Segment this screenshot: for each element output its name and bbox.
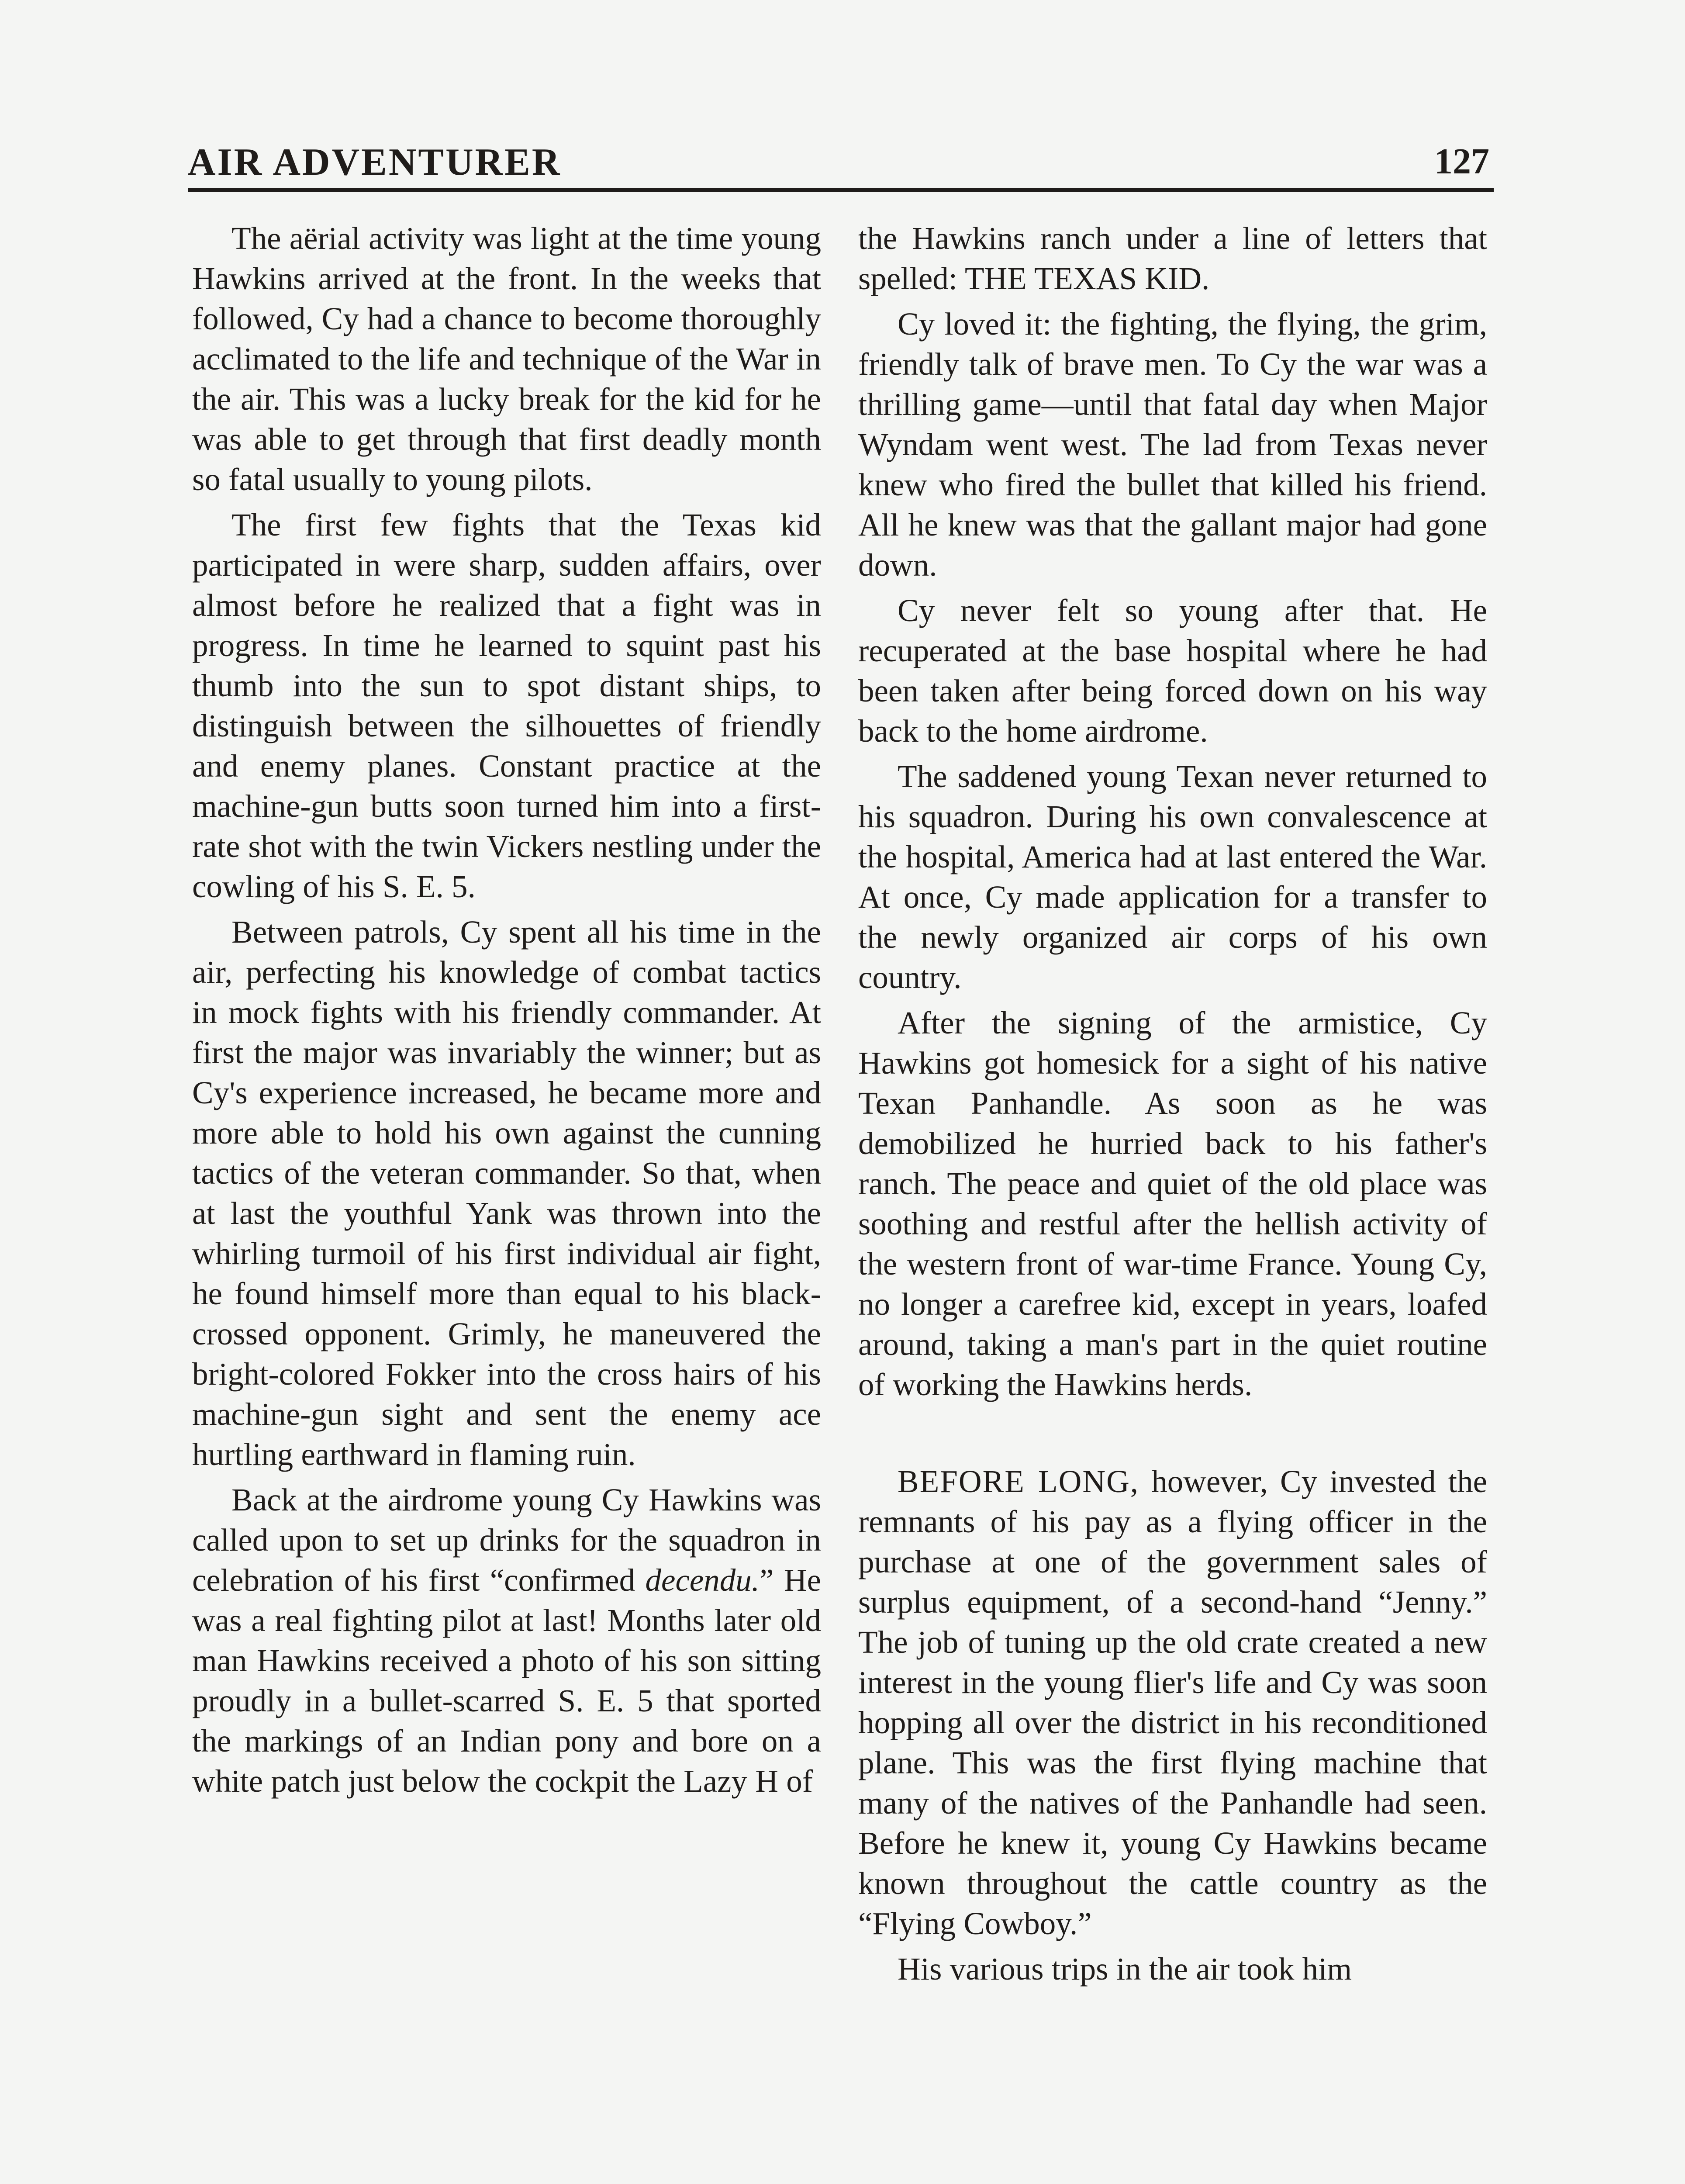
paragraph — [192, 1480, 821, 1801]
paragraph-text: ” He was a real fighting pilot at last! Months later old man Hawkins received a photo of his son sitting proudly in a bullet-scarred S. E. 5 that sported the markings of an Indian pony and bore on a white patch just below the cockpit the Lazy H of — [192, 1562, 821, 1799]
lead-in-caps: BEFORE LONG, — [898, 1464, 1139, 1499]
header-rule — [188, 188, 1494, 192]
paragraph: The first few fights that the Texas kid participated in were sharp, sudden affairs, over almost before he realized that a fight was in progress. In time he learned to squint past his thumb into the sun to spot distant ships, to distinguish between the silhouettes of friendly and enemy planes. Constant practice at the machine-gun butts soon turned him into a first-rate shot with the twin Vickers nestling under the cowling of his S. E. 5. — [192, 507, 821, 904]
paragraph-continued: the Hawkins ranch under a line of letters that spelled: THE TEXAS KID. — [858, 221, 1487, 296]
paragraph: The aërial activity was light at the time young Hawkins arrived at the front. In the weeks that followed, Cy had a chance to become thoroughly acclimated to the life and technique of the War in the air. This was a lucky break for the kid for he was able to get through that first deadly month so fatal usually to young pilots. — [192, 221, 821, 497]
paragraph: Cy loved it: the fighting, the flying, the grim, friendly talk of brave men. To Cy the war was a thrilling game—until that fatal day when Major Wyndam went west. The lad from Texas never knew who fired the bullet that killed his friend. All he knew was that the gallant major had gone down. — [858, 306, 1487, 583]
section-paragraph — [858, 1462, 1487, 1944]
page-header — [188, 131, 1494, 192]
paragraph: After the signing of the armistice, Cy Hawkins got homesick for a sight of his native Texan Panhandle. As soon as he was demobilized he hurried back to his father's ranch. The peace and quiet of the old place was soothing and restful after the hellish activity of the western front of war-time France. Young Cy, no longer a carefree kid, except in years, loafed around, taking a man's part in the quiet routine of working the Hawkins herds. — [858, 1005, 1487, 1402]
paragraph: His various trips in the air took him — [898, 1951, 1352, 1987]
magazine-title: AIR ADVENTURER — [188, 141, 562, 183]
page-number: 127 — [1434, 141, 1489, 182]
paragraph: Cy never felt so young after that. He recuperated at the base hospital where he had been taken after being forced down on his way back to the home airdrome. — [858, 593, 1487, 749]
paragraph: Between patrols, Cy spent all his time in the air, perfecting his knowledge of combat tactics in mock fights with his friendly commander. At first the major was invariably the winner; but as Cy's experience increased, he became more and more able to hold his own against the cunning tactics of the veteran commander. So that, when at last the youthful Yank was thrown into the whirling turmoil of his first individual air fight, he found himself more than equal to his black-crossed opponent. Grimly, he maneuvered the bright-colored Fokker into the cross hairs of his machine-gun sight and sent the enemy ace hurtling earthward in flaming ruin. — [192, 914, 821, 1472]
paragraph-text: however, Cy invested the remnants of his pay as a flying officer in the purchase at one of the government sales of surplus equipment, of a second-hand “Jenny.” The job of tuning up the old crate created a new interest in the young flier's life and Cy was soon hopping all over the district in his reconditioned plane. This was the first flying machine that many of the natives of the Panhandle had seen. Before he knew it, young Cy Hawkins became known throughout the cattle country as the “Flying Cowboy.” — [858, 1464, 1487, 1941]
paragraph-text: Back at the airdrome young Cy Hawkins was called upon to set up drinks for the squadron in celebration of his first “confirmed — [192, 1482, 821, 1598]
right-column — [858, 218, 1487, 1994]
italic-term: decendu. — [645, 1562, 760, 1598]
left-column — [192, 218, 821, 1807]
paragraph: The saddened young Texan never returned to his squadron. During his own convalescence at the hospital, America had at last entered the War. At once, Cy made application for a transfer to the newly organized air corps of his own country. — [858, 759, 1487, 995]
